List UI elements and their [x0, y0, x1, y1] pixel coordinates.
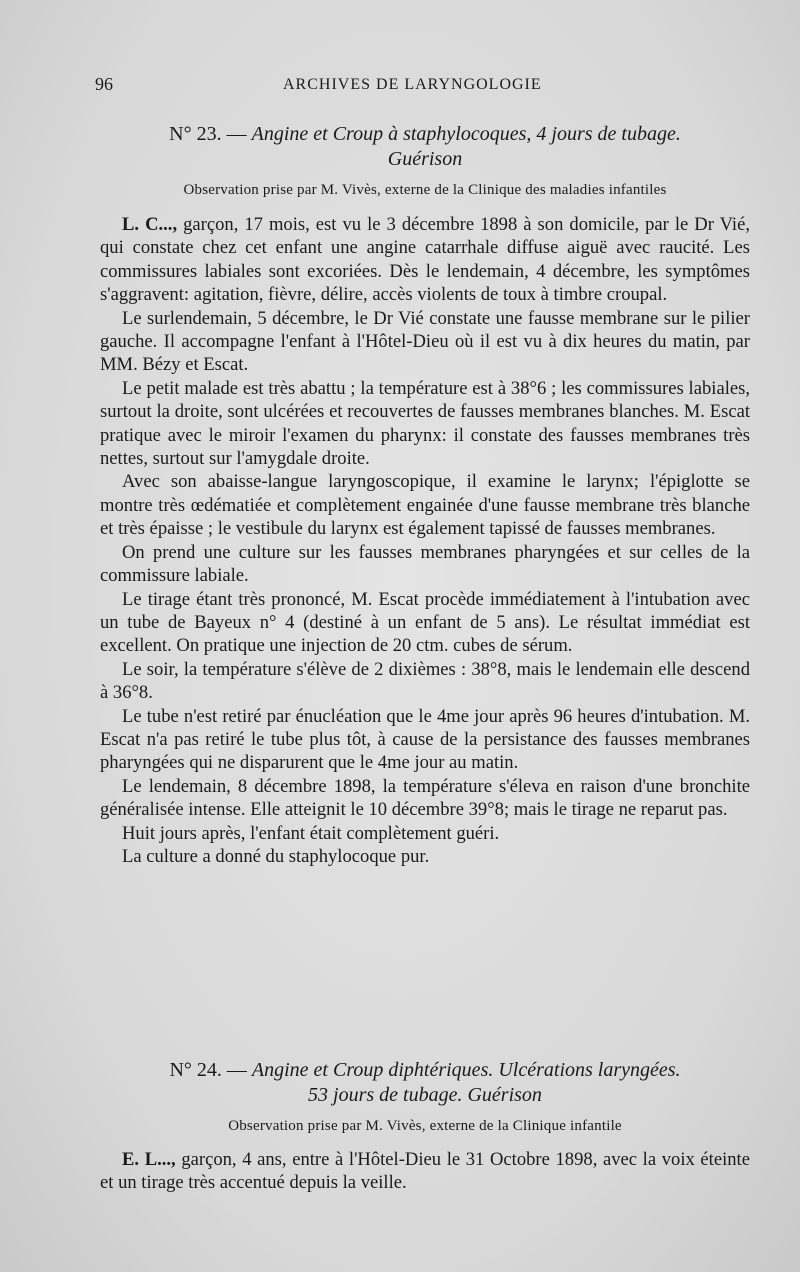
page-number: 96 [95, 74, 113, 94]
paragraph: Le soir, la température s'élève de 2 dixièmes : 38°8, mais le lendemain elle descend à 36°8. [100, 658, 750, 704]
running-head: ARCHIVES DE LARYNGOLOGIE [283, 76, 542, 93]
paragraph: La culture a donné du staphylocoque pur. [122, 845, 430, 867]
obs24-title-line2: 53 jours de tubage. Guérison [308, 1084, 542, 1106]
patient-initials: L. C..., [122, 214, 178, 235]
obs23-title-line2: Guérison [387, 148, 463, 170]
obs23-subtitle: Observation prise par M. Vivès, externe de la Clinique des maladies infantiles [183, 182, 667, 198]
paragraph: Le petit malade est très abattu ; la température est à 38°6 ; les commissures labiales, surtout la droite, sont ulcérées et recouvertes de fausses membranes blanches. M. Escat pratique avec le miroir l'examen du pharynx: il constate des fausses membranes très nettes, surtout sur l'amygdale droite. [100, 377, 750, 470]
paragraph: Le tirage étant très prononcé, M. Escat procède immédiatement à l'intubation avec un tube de Bayeux n° 4 (destiné à un enfant de 5 ans). Le résultat immédiat est excellent. On pratique une injection de 20 ctm. cubes de sérum. [100, 588, 750, 657]
obs23-number: N° 23. — [169, 123, 247, 145]
patient-initials: E. L..., [122, 1149, 176, 1170]
paragraph [100, 213, 750, 307]
obs23-title [100, 122, 750, 172]
paragraph-text: garçon, 4 ans, entre à l'Hôtel-Dieu le 31 Octobre 1898, avec la voix éteinte et un tirage très accentué depuis la veille. [100, 1149, 750, 1194]
paragraph: Le surlendemain, 5 décembre, le Dr Vié constate une fausse membrane sur le pilier gauche. Il accompagne l'enfant à l'Hôtel-Dieu où il est vu à dix heures du matin, par MM. Bézy et Escat. [100, 307, 750, 376]
paragraph: Huit jours après, l'enfant était complètement guéri. [122, 822, 500, 844]
paragraph [100, 1148, 750, 1195]
obs24-subtitle: Observation prise par M. Vivès, externe de la Clinique infantile [228, 1118, 622, 1134]
paragraph: Le lendemain, 8 décembre 1898, la température s'éleva en raison d'une bronchite généralisée intense. Elle atteignit le 10 décembre 39°8; mais le tirage ne reparut pas. [100, 775, 750, 821]
paragraph: Avec son abaisse-langue laryngoscopique, il examine le larynx; l'épiglotte se montre très œdématiée et complètement engainée d'une fausse membrane très blanche et très épaisse ; le vestibule du larynx est également tapissé de fausses membranes. [100, 471, 750, 540]
obs24-number: N° 24. — [169, 1059, 247, 1081]
obs24-title-line1: Angine et Croup diphtériques. Ulcérations laryngées. [251, 1059, 681, 1081]
paragraph: On prend une culture sur les fausses membranes pharyngées et sur celles de la commissure labiale. [100, 541, 750, 587]
obs24-title [100, 1058, 750, 1108]
page-header [95, 74, 715, 102]
paragraph-text: garçon, 17 mois, est vu le 3 décembre 1898 à son domicile, par le Dr Vié, qui constate chez cet enfant une angine catarrhale diffuse aiguë avec raucité. Les commissures labiales sont excoriées. Dès le lendemain, 4 décembre, les symptômes s'aggravent: agitation, fièvre, délire, accès violents de toux à timbre croupal. [100, 214, 750, 306]
obs23-body [100, 213, 750, 868]
obs24-body [100, 1148, 750, 1195]
obs23-title-line1: Angine et Croup à staphylocoques, 4 jours de tubage. [251, 123, 681, 145]
paragraph: Le tube n'est retiré par énucléation que le 4me jour après 96 heures d'intubation. M. Escat n'a pas retiré le tube plus tôt, à cause de la persistance des fausses membranes pharyngées qui ne disparurent que le 4me jour au matin. [100, 705, 750, 774]
